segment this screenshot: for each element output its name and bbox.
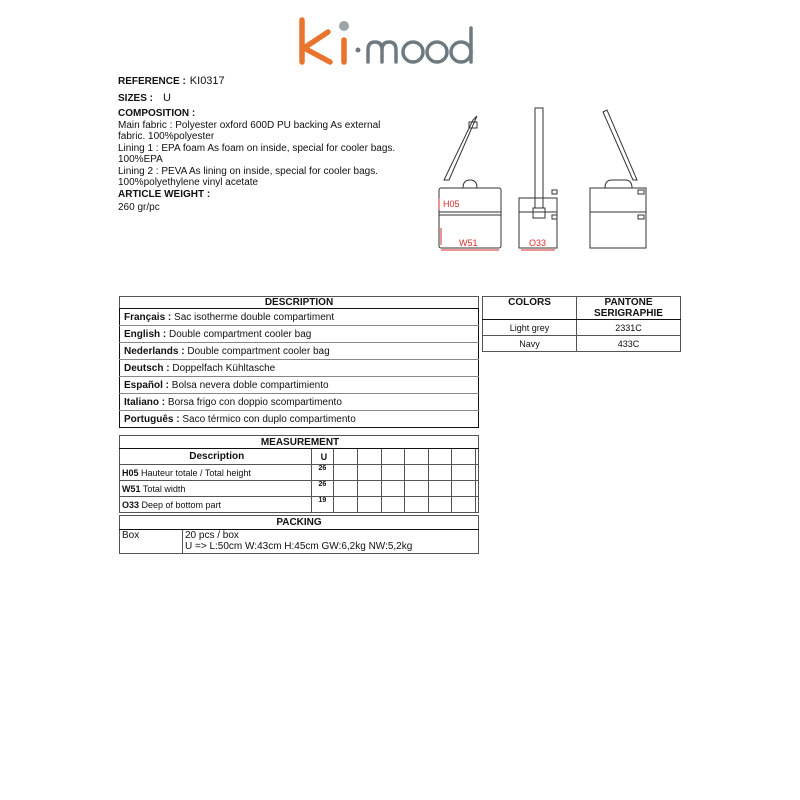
measurement-row <box>120 481 312 497</box>
side-view <box>519 108 557 248</box>
front-view <box>439 116 501 248</box>
lang-text: Double compartment cooler bag <box>184 345 330 357</box>
description-table <box>119 296 479 428</box>
measurement-label: Total width <box>140 483 186 494</box>
weight-value: 260 gr/pc <box>118 202 160 213</box>
empty-cell <box>405 449 429 465</box>
composition-line: 100%EPA <box>118 154 163 165</box>
h05-dimension-label: H05 <box>443 199 460 209</box>
brand-logo <box>290 6 490 70</box>
measurement-code: H05 <box>122 467 139 478</box>
pantone-code: 2331C <box>577 320 681 336</box>
measurement-table <box>119 435 479 513</box>
lang-label: Italiano : <box>124 396 166 408</box>
reference-value: KI0317 <box>189 75 225 87</box>
packing-type: Box <box>120 530 183 554</box>
lang-label: Español : <box>124 379 170 391</box>
measurement-label: Deep of bottom part <box>139 499 222 510</box>
weight-label: ARTICLE WEIGHT : <box>118 188 211 200</box>
empty-cell <box>452 449 476 465</box>
colors-header: COLORS <box>483 297 577 320</box>
measurement-size-header: U <box>312 449 334 465</box>
measurement-label: Hauteur totale / Total height <box>138 467 251 478</box>
composition-line: Lining 1 : EPA foam As foam on inside, special for cooler bags. <box>118 142 396 154</box>
bag-technical-drawing <box>425 100 665 260</box>
description-row <box>120 309 479 326</box>
empty-cell <box>357 449 381 465</box>
o33-dimension-label: O33 <box>529 238 547 248</box>
empty-cell <box>428 449 452 465</box>
measurement-value: 26 <box>312 465 334 481</box>
measurement-title: MEASUREMENT <box>120 436 479 449</box>
pantone-code: 433C <box>577 336 681 352</box>
w51-dimension-label: W51 <box>459 238 478 248</box>
packing-title: PACKING <box>120 516 479 530</box>
reference-label: REFERENCE : <box>118 76 186 87</box>
measurement-value: 26 <box>312 481 334 497</box>
lang-label: Français : <box>124 311 172 323</box>
spec-block <box>118 76 418 214</box>
description-row <box>120 411 479 428</box>
packing-line: U => L:50cm W:43cm H:45cm GW:6,2kg NW:5,2kg <box>185 541 413 552</box>
measurement-desc-header: Description <box>120 449 312 465</box>
description-row <box>120 326 479 343</box>
packing-table <box>119 515 479 554</box>
composition-line: 100%polyethylene vinyl acetate <box>118 177 259 188</box>
packing-line: 20 pcs / box <box>185 530 239 541</box>
description-row <box>120 360 479 377</box>
composition-line: Lining 2 : PEVA As lining on inside, special for cooler bags. <box>118 165 378 177</box>
sizes-value: U <box>163 91 171 104</box>
lang-label: Nederlands : <box>124 345 185 357</box>
lang-text: Double compartment cooler bag <box>166 328 312 340</box>
description-row <box>120 377 479 394</box>
description-row <box>120 394 479 411</box>
composition-label: COMPOSITION : <box>118 108 196 119</box>
empty-cell <box>381 449 405 465</box>
empty-cell <box>476 449 479 465</box>
lang-label: Deutsch : <box>124 362 170 374</box>
composition-line: fabric. 100%polyester <box>118 131 215 142</box>
lang-text: Borsa frigo con doppio scompartimento <box>165 396 342 408</box>
back-view <box>590 110 646 248</box>
sizes-label: SIZES : <box>118 92 154 104</box>
lang-text: Bolsa nevera doble compartimiento <box>169 379 329 391</box>
packing-details <box>183 530 479 554</box>
lang-text: Sac isotherme double compartiment <box>171 311 335 323</box>
description-row <box>120 343 479 360</box>
colors-table <box>482 296 681 352</box>
lang-text: Saco térmico con duplo compartimento <box>179 413 356 425</box>
lang-text: Doppelfach Kühltasche <box>169 362 276 374</box>
color-name: Navy <box>483 336 577 352</box>
measurement-code: W51 <box>122 483 141 494</box>
measurement-row <box>120 497 312 513</box>
pantone-header: PANTONE SERIGRAPHIE <box>577 297 681 320</box>
lang-label: Português : <box>124 413 180 425</box>
measurement-row <box>120 465 312 481</box>
description-title: DESCRIPTION <box>120 297 479 309</box>
empty-cell <box>334 449 358 465</box>
measurement-value: 19 <box>312 497 334 513</box>
composition-line: Main fabric : Polyester oxford 600D PU backing As external <box>118 119 381 131</box>
measurement-code: O33 <box>122 499 140 510</box>
lang-label: English : <box>124 328 167 340</box>
color-name: Light grey <box>483 320 577 336</box>
